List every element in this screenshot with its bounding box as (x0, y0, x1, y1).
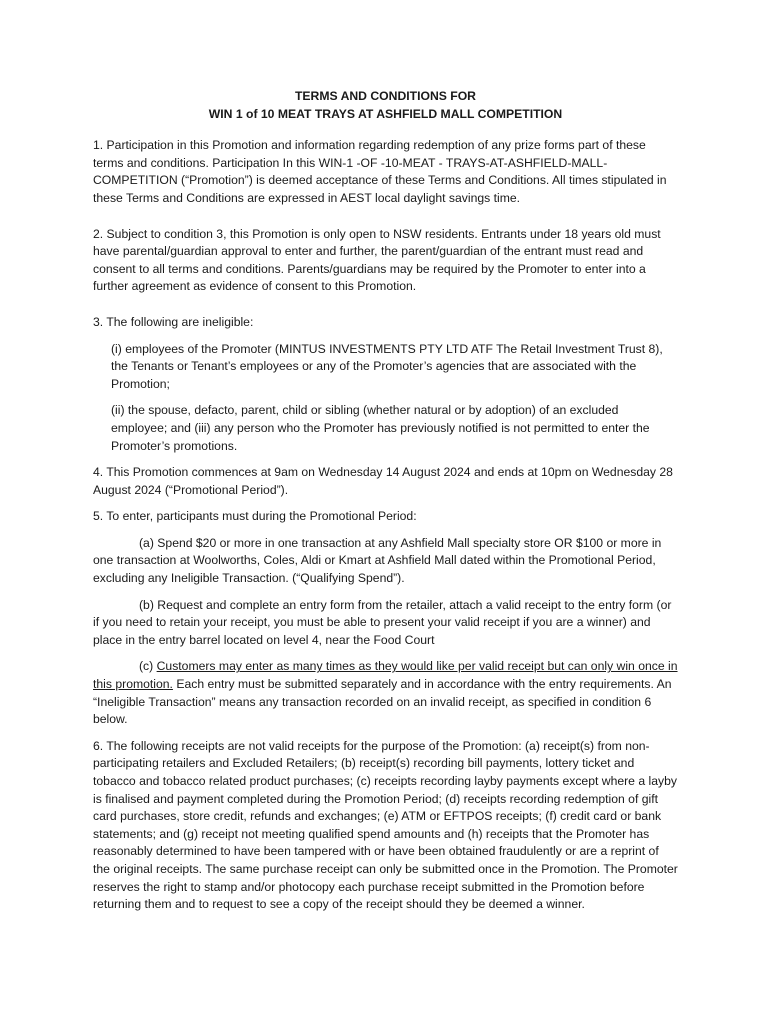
clause-5-intro: 5. To enter, participants must during the Promotional Period: (93, 509, 417, 524)
clause-6: 6. The following receipts are not valid receipts for the purpose of the Promotion: (a) receipt(s) from non-participating retailers and Excluded Retailers; (b) receipt(s) recording bill payments, lottery ticket and tobacco and tobacco related product purchases; (c) receipts recording layby payments except where a layby is finalised and payment completed during the Promotion Period; (d) receipts recording redemption of gift card purchases, store credit, refunds and exchanges; (e) ATM or EFTPOS receipts; (f) credit card or bank statements; and (g) receipt not meeting qualified spend amounts and (h) receipts that the Promoter has reasonably determined to have been tampered with or have been obtained fraudulently or are a reprint of the original receipts. The same purchase receipt can only be submitted once in the Promotion. The Promoter reserves the right to stamp and/or photocopy each purchase receipt submitted in the Promotion before returning them and to request to see a copy of the receipt should they be deemed a winner. (93, 738, 678, 912)
clause-5-item-b: (b) Request and complete an entry form from the retailer, attach a valid receipt to the entry form (or if you need to retain your receipt, you must be able to present your valid receipt if you are a winner) and place in the entry barrel located on level 4, near the Food Court (93, 597, 672, 647)
clause-3-intro: 3. The following are ineligible: (93, 314, 254, 329)
clause-5-c-label: (c) (139, 659, 157, 674)
clause-1: 1. Participation in this Promotion and information regarding redemption of any prize forms part of these terms and conditions. Participation In this WIN-1 -OF -10-MEAT - TRAYS-AT-ASHFIELD-MALL-COMPETITION (“Promotion”) is deemed acceptance of these Terms and Conditions. All times stipulated in these Terms and Conditions are expressed in AEST local daylight savings time. (93, 138, 667, 205)
clause-2: 2. Subject to condition 3, this Promotion is only open to NSW residents. Entrants under 18 years old must have parental/guardian approval to enter and further, the parent/guardian of the entrant must read and consent to all terms and conditions. Parents/guardians may be required by the Promoter to enter into a further agreement as evidence of consent to this Promotion. (93, 226, 661, 294)
clause-4: 4. This Promotion commences at 9am on Wednesday 14 August 2024 and ends at 10pm on Wednesday 28 August 2024 (“Promotional Period”). (93, 465, 673, 497)
title-line-2: WIN 1 of 10 MEAT TRAYS AT ASHFIELD MALL COMPETITION (208, 106, 563, 121)
clause-3-item-ii: (ii) the spouse, defacto, parent, child or sibling (whether natural or by adoption) of an excluded employee; and (iii) any person who the Promoter has previously notified is not permitted to enter the Promoter’s promotions. (111, 403, 650, 453)
clause-5-c-rest: Each entry must be submitted separately and in accordance with the entry requirements. An “Ineligible Transaction” means any transaction recorded on an invalid receipt, as specified in condition 6 below. (93, 677, 672, 727)
clause-5-item-a: (a) Spend $20 or more in one transaction at any Ashfield Mall specialty store OR $100 or more in one transaction at Woolworths, Coles, Aldi or Kmart at Ashfield Mall dated within the Promotional Period, excluding any Ineligible Transaction. (“Qualifying Spend”). (93, 535, 662, 586)
clause-5-c-underlined: Customers may enter as many times as they would like per valid receipt but can only win once in this promotion. (93, 659, 678, 692)
clause-3-item-i: (i) employees of the Promoter (MINTUS INVESTMENTS PTY LTD ATF The Retail Investment Trust 8), the Tenants or Tenant’s employees or any of the Promoter’s agencies that are associated with the Promotion; (111, 341, 663, 391)
clause-5-item-c (93, 658, 678, 728)
title-line-1: TERMS AND CONDITIONS FOR (294, 89, 476, 103)
document-title (93, 88, 678, 123)
document-page (93, 88, 678, 923)
